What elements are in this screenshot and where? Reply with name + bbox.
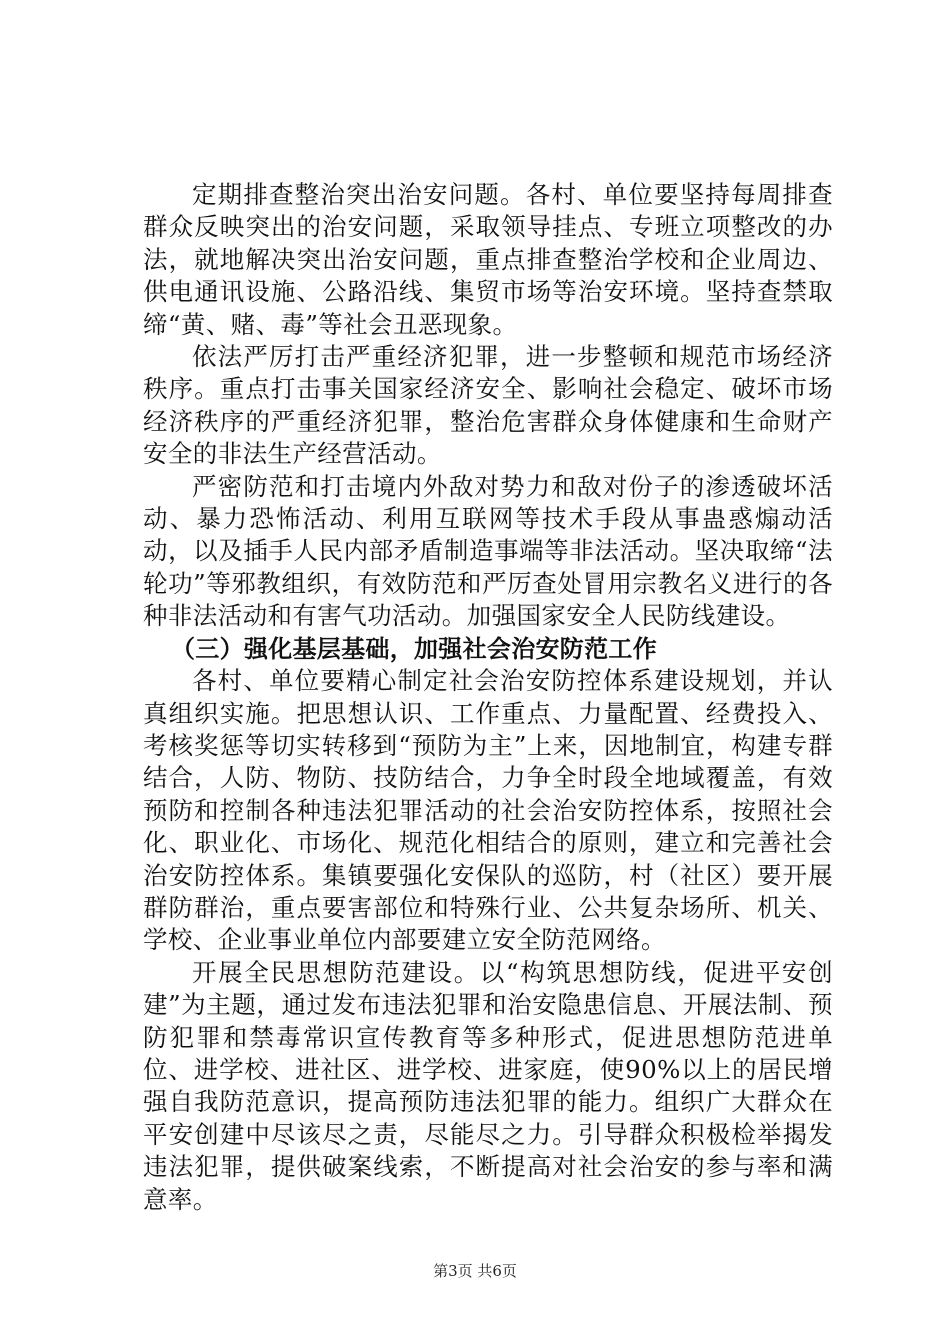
section-heading: （三）强化基层基础，加强社会治安防范工作 bbox=[171, 634, 657, 663]
paragraph-hostile-forces: 严密防范和打击境内外敌对势力和敌对份子的渗透破坏活动、暴力恐怖活动、利用互联网等技术手段从事蛊惑煽动活动，以及插手人民内部矛盾制造事端等非法活动。坚决取缔“法轮功”等邪教组织，有效防范和严厉查处冒用宗教名义进行的各种非法活动和有害气功活动。加强国家安全人民防线建设。 bbox=[143, 471, 833, 631]
paragraph-ideological-prevention: 开展全民思想防范建设。以“构筑思想防线，促进平安创建”为主题，通过发布违法犯罪和治安隐患信息、开展法制、预防犯罪和禁毒常识宣传教育等多种形式，促进思想防范进单位、进学校、进社区、进学校、进家庭，使90%以上的居民增强自我防范意识，提高预防违法犯罪的能力。组织广大群众在平安创建中尽该尽之责，尽能尽之力。引导群众积极检举揭发违法犯罪，提供破案线索，不断提高对社会治安的参与率和满意率。 bbox=[143, 957, 833, 1214]
paragraph-economic-crime: 依法严厉打击严重经济犯罪，进一步整顿和规范市场经济秩序。重点打击事关国家经济安全、影响社会稳定、破坏市场经济秩序的严重经济犯罪，整治危害群众身体健康和生命财产安全的非法生产经营活动。 bbox=[143, 342, 833, 469]
paragraph-prevention-system: 各村、单位要精心制定社会治安防控体系建设规划，并认真组织实施。把思想认识、工作重点、力量配置、经费投入、考核奖惩等切实转移到“预防为主”上来，因地制宜，构建专群结合，人防、物防、技防结合，力争全时段全地域覆盖，有效预防和控制各种违法犯罪活动的社会治安防控体系，按照社会化、职业化、市场化、规范化相结合的原则，建立和完善社会治安防控体系。集镇要强化安保队的巡防，村（社区）要开展群防群治，重点要害部位和特殊行业、公共复杂场所、机关、学校、企业事业单位内部要建立安全防范网络。 bbox=[143, 666, 833, 955]
document-body bbox=[143, 179, 833, 1216]
page-number-footer: 第3页 共6页 bbox=[433, 1262, 517, 1280]
paragraph-patrol-investigation: 定期排查整治突出治安问题。各村、单位要坚持每周排查群众反映突出的治安问题，采取领导挂点、专班立项整改的办法，就地解决突出治安问题，重点排查整治学校和企业周边、供电通讯设施、公路沿线、集贸市场等治安环境。坚持查禁取缔“黄、赌、毒”等社会丑恶现象。 bbox=[143, 180, 833, 339]
